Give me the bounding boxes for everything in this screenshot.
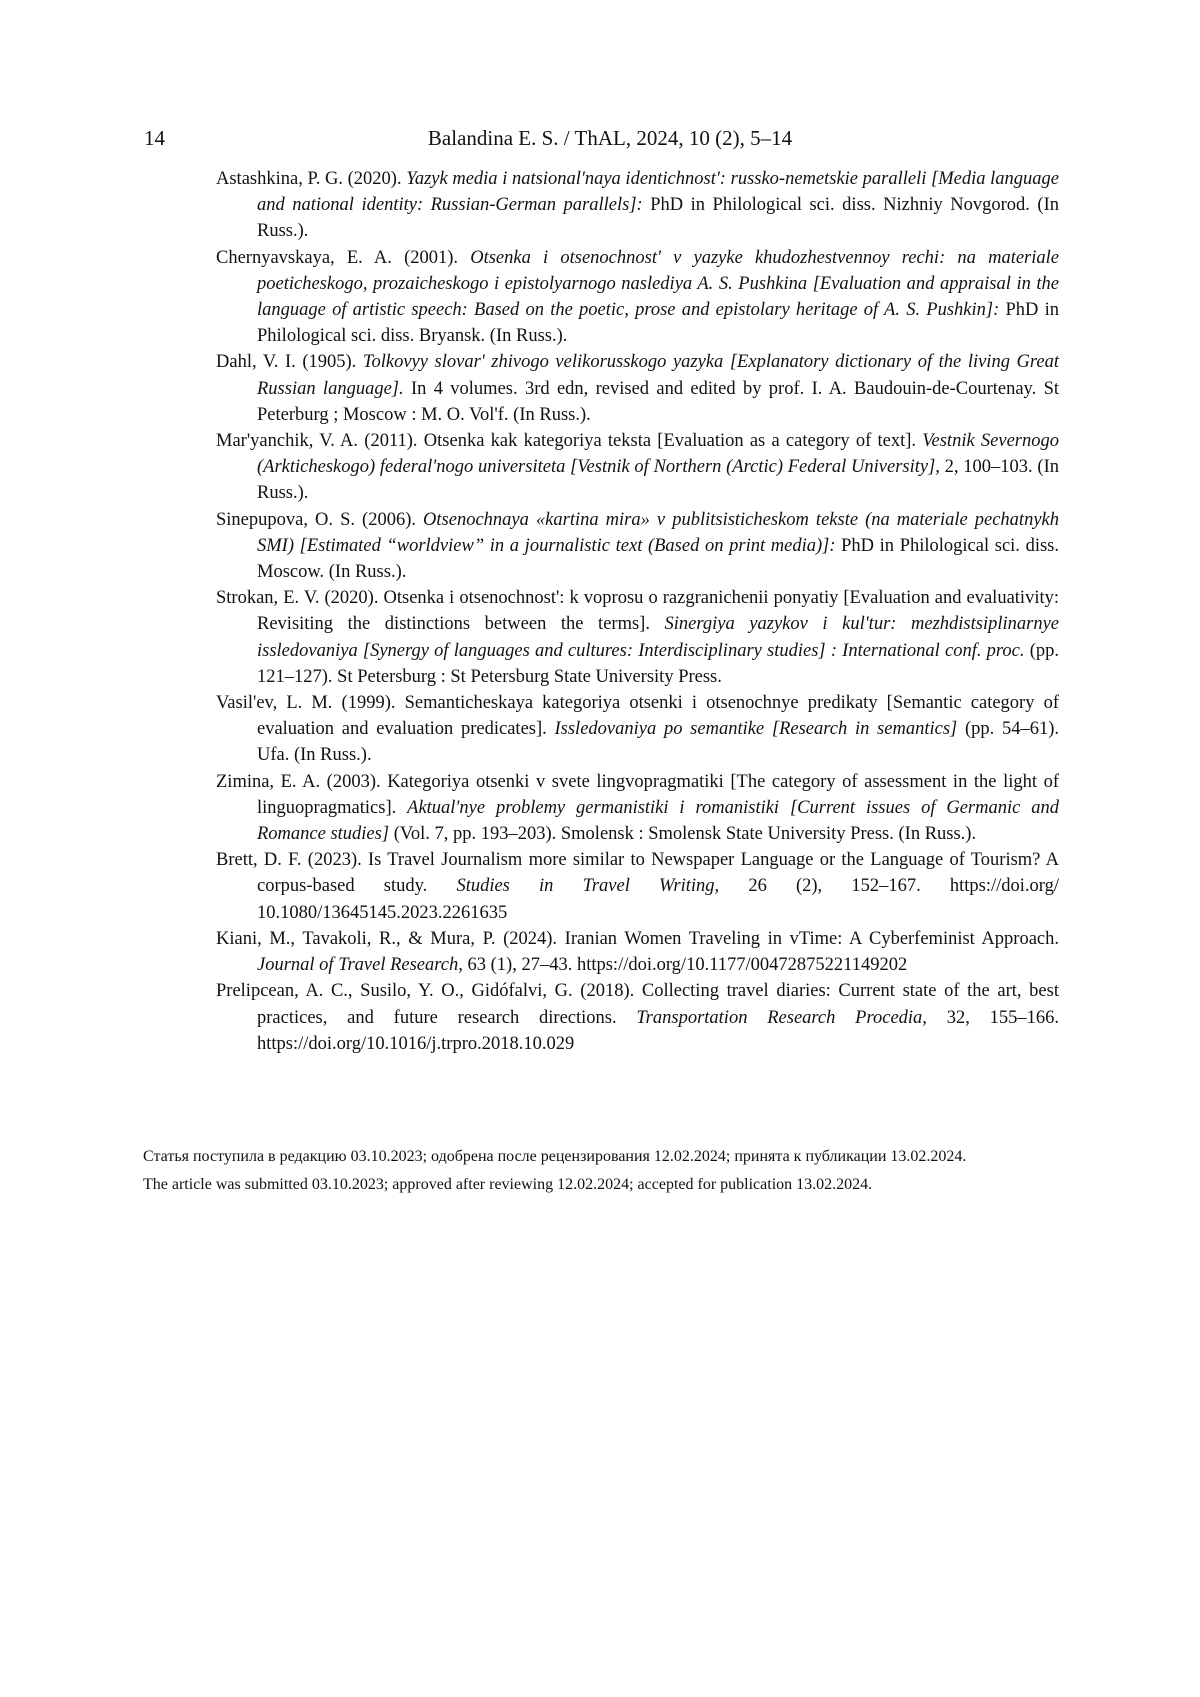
reference-item: Mar'yanchik, V. A. (2011). Otsenka kak kategoriya teksta [Evaluation as a category of text]. Vestnik Severnogo (Arkticheskogo) federal'nogo universiteta [Vestnik of Northern (Arctic) Federal University], 2, 100–103. (In Russ.). [216,431,1059,504]
reference-list [216,166,1059,1057]
submission-dates-en: The article was submitted 03.10.2023; approved after reviewing 12.02.2024; accepted for publication 13.02.2024. [143,1176,873,1193]
page-number: 14 [144,126,165,150]
reference-item: Astashkina, P. G. (2020). Yazyk media i natsional'naya identichnost': russko-nemetskie paralleli [Media language and national identity: Russian-German parallels]: PhD in Philological sci. diss. Nizhniy Novgorod. (In Russ.). [216,169,1059,242]
submission-dates-ru: Статья поступила в редакцию 03.10.2023; одобрена после рецензирования 12.02.2024; принята к публикации 13.02.2024. [143,1148,967,1165]
reference-item: Zimina, E. A. (2003). Kategoriya otsenki v svete lingvopragmatiki [The category of assessment in the light of linguopragmatics]. Aktual'nye problemy germanistiki i romanistiki [Current issues of Germanic and Romance studies] (Vol. 7, pp. 193–203). Smolensk : Smolensk State University Press. (In Russ.). [216,771,1059,845]
submission-dates [143,1143,1063,1199]
reference-item: Dahl, V. I. (1905). Tolkovyy slovar' zhivogo velikorusskogo yazyka [Explanatory dictionary of the living Great Russian language]. In 4 volumes. 3rd edn, revised and edited by prof. I. A. Baudouin-de-Courtenay. St Peterburg ; Moscow : M. O. Vol'f. (In Russ.). [216,352,1059,425]
reference-item: Chernyavskaya, E. A. (2001). Otsenka i otsenochnost' v yazyke khudozhestvennoy rechi: na materiale poeticheskogo, prozaicheskogo i epistolyarnogo naslediya A. S. Pushkina [Evaluation and appraisal in the language of artistic speech: Based on the poetic, prose and epistolary heritage of A. S. Pushkin]: PhD in Philological sci. diss. Bryansk. (In Russ.). [216,247,1059,347]
reference-item: Kiani, M., Tavakoli, R., & Mura, P. (2024). Iranian Women Traveling in vTime: A Cyberfeminist Approach. Journal of Travel Research, 63 (1), 27–43. https://doi.org/10.1177/00472875221149202 [216,928,1059,976]
reference-item: Prelipcean, A. C., Susilo, Y. O., Gidófalvi, G. (2018). Collecting travel diaries: Current state of the art, best practices, and future research directions. Transportation Research Procedia, 32, 155–166. https://doi.org/10.1016/j.trpro.2018.10.029 [216,981,1060,1054]
reference-item: Brett, D. F. (2023). Is Travel Journalism more similar to Newspaper Language or the Language of Tourism? A corpus-based study. Studies in Travel Writing, 26 (2), 152–167. https://doi.org/ 10.1080/13645145.2023.2261635 [216,850,1059,923]
running-header: Balandina E. S. / ThAL, 2024, 10 (2), 5–14 [427,126,793,150]
reference-item: Vasil'ev, L. M. (1999). Semanticheskaya kategoriya otsenki i otsenochnye predikaty [Semantic category of evaluation and evaluation predicates]. Issledovaniya po semantike [Research in semantics] (pp. 54–61). Ufa. (In Russ.). [216,693,1060,766]
reference-item: Sinepupova, O. S. (2006). Otsenochnaya «kartina mira» v publitsisticheskom tekste (na materiale pechatnykh SMI) [Estimated “worldview” in a journalistic text (Based on print media)]: PhD in Philological sci. diss. Moscow. (In Russ.). [216,509,1059,583]
reference-item: Strokan, E. V. (2020). Otsenka i otsenochnost': k voprosu o razgranichenii ponyatiy [Evaluation and evaluativity: Revisiting the distinctions between the terms]. Sinergiya yazykov i kul'tur: mezhdistsiplinarnye issledovaniya [Synergy of languages and cultures: Interdisciplinary studies] : International conf. proc. (pp. 121–127). St Petersburg : St Petersburg State University Press. [216,588,1059,687]
